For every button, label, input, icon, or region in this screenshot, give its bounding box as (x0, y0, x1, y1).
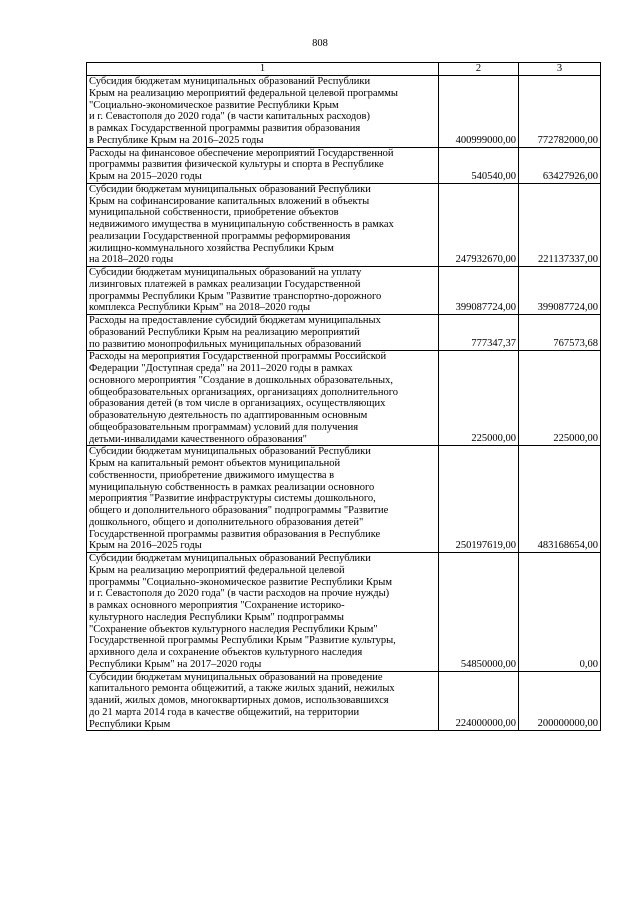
header-col-1: 1 (87, 63, 439, 76)
row-value-col3: 200000000,00 (519, 671, 601, 731)
row-value-col2: 225000,00 (439, 351, 519, 446)
row-value-col3: 767573,68 (519, 315, 601, 351)
table-row (87, 147, 601, 183)
table-row (87, 315, 601, 351)
row-value-col2: 399087724,00 (439, 267, 519, 315)
row-value-col3: 772782000,00 (519, 76, 601, 148)
row-description: Субсидии бюджетам муниципальных образований Республики Крым на реализацию мероприятий федеральной целевой программы "Социально-экономическое развитие Республики Крым и г. Севастополя до 2020 года" (в части расходов на прочие нужды) в рамках основного мероприятия "Сохранение историко- культурного наследия Республики Крым" подпрограммы "Сохранение объектов культурного наследия Республики Крым" Государственной программы Республики Крым "Развитие культуры, архивного дела и сохранение объектов культурного наследия Республики Крым" на 2017–2020 годы (87, 553, 439, 672)
row-value-col2: 400999000,00 (439, 76, 519, 148)
header-col-2: 2 (439, 63, 519, 76)
row-value-col3: 399087724,00 (519, 267, 601, 315)
row-value-col2: 540540,00 (439, 147, 519, 183)
row-value-col2: 54850000,00 (439, 553, 519, 672)
row-value-col2: 250197619,00 (439, 446, 519, 553)
row-value-col2: 224000000,00 (439, 671, 519, 731)
row-value-col3: 221137337,00 (519, 183, 601, 266)
row-description: Субсидии бюджетам муниципальных образований на уплату лизинговых платежей в рамках реализации Государственной программы Республики Крым "Развитие транспортно-дорожного комплекса Республики Крым" на 2018–2020 годы (87, 267, 439, 315)
table-row (87, 351, 601, 446)
row-description: Субсидии бюджетам муниципальных образований на проведение капитального ремонта общежитий, а также жилых зданий, нежилых зданий, жилых домов, многоквартирных домов, использовавшихся до 21 марта 2014 года в качестве общежитий, на территории Республики Крым (87, 671, 439, 731)
row-description: Субсидия бюджетам муниципальных образований Республики Крым на реализацию мероприятий федеральной целевой программы "Социально-экономическое развитие Республики Крым и г. Севастополя до 2020 года" (в части капитальных расходов) в рамках Государственной программы развития образования в Республике Крым на 2016–2025 годы (87, 76, 439, 148)
table-row (87, 183, 601, 266)
row-description: Расходы на финансовое обеспечение мероприятий Государственной программы развития физической культуры и спорта в Республике Крым на 2015–2020 годы (87, 147, 439, 183)
row-value-col2: 247932670,00 (439, 183, 519, 266)
row-value-col3: 0,00 (519, 553, 601, 672)
row-value-col3: 225000,00 (519, 351, 601, 446)
row-value-col3: 483168654,00 (519, 446, 601, 553)
row-value-col3: 63427926,00 (519, 147, 601, 183)
row-description: Расходы на предоставление субсидий бюджетам муниципальных образований Республики Крым на реализацию мероприятий по развитию монопрофильных муниципальных образований (87, 315, 439, 351)
table-row (87, 553, 601, 672)
table-row (87, 671, 601, 731)
budget-table (86, 62, 601, 731)
table-row (87, 267, 601, 315)
table-row (87, 76, 601, 148)
row-description: Расходы на мероприятия Государственной программы Российской Федерации "Доступная среда" на 2011–2020 годы в рамках основного мероприятия "Создание в дошкольных образовательных, общеобразовательных организациях, организациях дополнительного образования детей (в том числе в организациях, осуществляющих образовательную деятельность по адаптированным основным общеобразовательным программам) условий для получения детьми-инвалидами качественного образования" (87, 351, 439, 446)
table-row (87, 446, 601, 553)
row-description: Субсидии бюджетам муниципальных образований Республики Крым на софинансирование капитальных вложений в объекты муниципальной собственности, приобретение объектов недвижимого имущества в муниципальную собственность в рамках реализации Государственной программы реформирования жилищно-коммунального хозяйства Республики Крым на 2018–2020 годы (87, 183, 439, 266)
row-description: Субсидии бюджетам муниципальных образований Республики Крым на капитальный ремонт объектов муниципальной собственности, приобретение движимого имущества в муниципальную собственность в рамках реализации основного мероприятия "Развитие инфраструктуры системы дошкольного, общего и дополнительного образования" подпрограммы "Развитие дошкольного, общего и дополнительного образования детей" Государственной программы развития образования в Республике Крым на 2016–2025 годы (87, 446, 439, 553)
header-col-3: 3 (519, 63, 601, 76)
table-header-row (87, 63, 601, 76)
row-value-col2: 777347,37 (439, 315, 519, 351)
page-number: 808 (312, 38, 328, 49)
